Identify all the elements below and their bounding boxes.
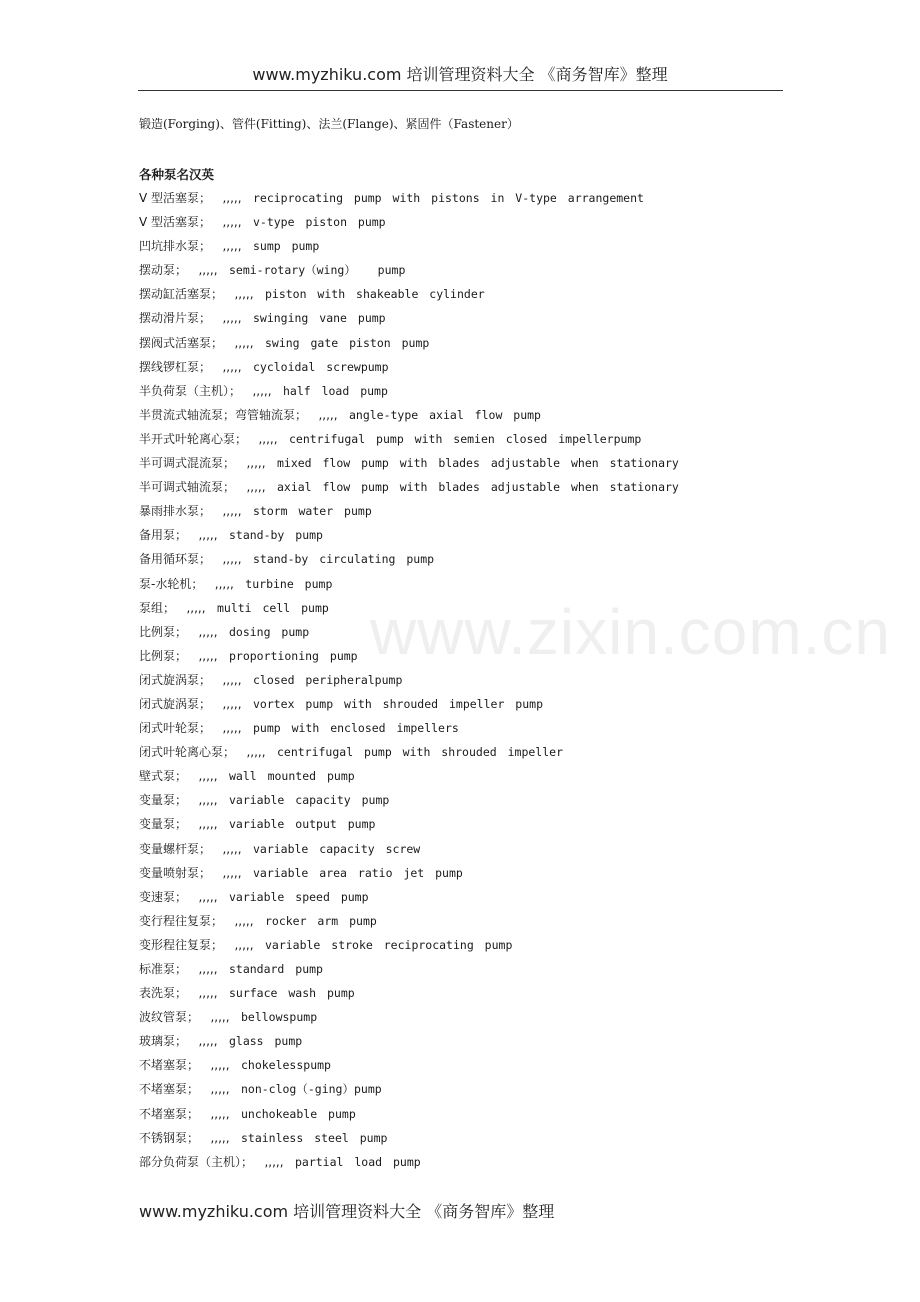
term-english: glass pump xyxy=(228,1034,303,1049)
term-entry xyxy=(139,716,839,740)
term-english: multi cell pump xyxy=(216,600,329,615)
term-english: pump with enclosed impellers xyxy=(252,721,459,736)
term-chinese: 半可调式轴流泵； ,,,,, xyxy=(139,480,277,495)
term-chinese: 备用泵； ,,,,, xyxy=(139,528,229,543)
term-entry xyxy=(139,692,839,716)
term-entry xyxy=(139,523,839,547)
term-entry xyxy=(139,186,839,210)
term-entry xyxy=(139,740,839,764)
term-entry xyxy=(139,403,839,427)
term-chinese: 半贯流式轴流泵；弯管轴流泵； ,,,,, xyxy=(139,407,349,422)
term-english: piston with shakeable cylinder xyxy=(264,287,485,302)
term-entry xyxy=(139,668,839,692)
term-chinese: V 型活塞泵； ,,,,, xyxy=(139,215,253,230)
term-english: wall mounted pump xyxy=(228,769,355,784)
term-chinese: 壁式泵； ,,,,, xyxy=(139,769,229,784)
term-chinese: 备用循环泵； ,,,,, xyxy=(139,552,253,567)
term-entry xyxy=(139,861,839,885)
term-chinese: 不锈钢泵； ,,,,, xyxy=(139,1130,241,1145)
term-english: variable stroke reciprocating pump xyxy=(264,937,513,952)
term-english: semi-rotary（wing） pump xyxy=(228,263,406,278)
term-english: bellowspump xyxy=(240,1010,318,1025)
intro-line: 锻造(Forging)、管件(Fitting)、法兰(Flange)、紧固件（Fastener） xyxy=(139,117,519,131)
term-chinese: 比例泵； ,,,,, xyxy=(139,624,229,639)
term-entry xyxy=(139,306,839,330)
term-entry xyxy=(139,331,839,355)
term-english: centrifugal pump with shrouded impeller xyxy=(276,745,563,760)
term-entry xyxy=(139,933,839,957)
term-entry xyxy=(139,1102,839,1126)
term-english: variable speed pump xyxy=(228,889,369,904)
term-chinese: 表洗泵； ,,,,, xyxy=(139,986,229,1001)
term-english: variable capacity pump xyxy=(228,793,390,808)
term-chinese: 摆线锣杠泵； ,,,,, xyxy=(139,359,253,374)
term-entry xyxy=(139,451,839,475)
term-entry xyxy=(139,547,839,571)
term-english: storm water pump xyxy=(252,504,372,519)
term-entry xyxy=(139,379,839,403)
term-chinese: 玻璃泵； ,,,,, xyxy=(139,1034,229,1049)
term-entry xyxy=(139,475,839,499)
term-entry xyxy=(139,282,839,306)
term-chinese: 摆动缸活塞泵； ,,,,, xyxy=(139,287,265,302)
term-entry xyxy=(139,427,839,451)
term-chinese: 变量喷射泵； ,,,,, xyxy=(139,865,253,880)
term-english: reciprocating pump with pistons in V-type arrangement xyxy=(252,191,644,205)
term-english: standard pump xyxy=(228,962,323,976)
term-english: sump pump xyxy=(252,239,320,254)
term-chinese: 闭式叶轮泵； ,,,,, xyxy=(139,721,253,736)
term-entry xyxy=(139,1005,839,1029)
term-chinese: 半可调式混流泵； ,,,,, xyxy=(139,456,277,471)
section-title: 各种泵名汉英 xyxy=(139,167,215,182)
term-entry xyxy=(139,812,839,836)
term-chinese: 波纹管泵； ,,,,, xyxy=(139,1010,241,1025)
term-english: cycloidal screwpump xyxy=(252,359,389,374)
term-english: closed peripheralpump xyxy=(252,672,403,687)
term-chinese: 变行程往复泵； ,,,,, xyxy=(139,913,265,928)
term-english: variable capacity screw xyxy=(252,841,421,856)
term-chinese: 摆阀式活塞泵； ,,,,, xyxy=(139,335,265,350)
term-english: surface wash pump xyxy=(228,986,355,1001)
term-english: swing gate piston pump xyxy=(264,335,430,350)
term-english: vortex pump with shrouded impeller pump xyxy=(252,696,543,711)
term-entry xyxy=(139,1126,839,1150)
term-entry xyxy=(139,1029,839,1053)
term-chinese: 变量泵； ,,,,, xyxy=(139,793,229,808)
term-chinese: 变速泵； ,,,,, xyxy=(139,889,229,904)
term-entry xyxy=(139,837,839,861)
term-english: turbine pump xyxy=(245,576,333,591)
term-entry xyxy=(139,957,839,981)
term-english: angle-type axial flow pump xyxy=(348,407,541,422)
term-english: unchokeable pump xyxy=(240,1106,356,1121)
term-entry xyxy=(139,909,839,933)
term-entry xyxy=(139,1150,839,1174)
term-chinese: 闭式叶轮离心泵； ,,,,, xyxy=(139,745,277,760)
term-chinese: 变量泵； ,,,,, xyxy=(139,817,229,832)
term-english: stand-by pump xyxy=(228,528,323,543)
term-chinese: 不堵塞泵； ,,,,, xyxy=(139,1106,241,1121)
header-divider xyxy=(138,90,783,91)
term-english: swinging vane pump xyxy=(252,311,386,326)
term-entry xyxy=(139,644,839,668)
term-english: dosing pump xyxy=(228,624,310,639)
term-entry xyxy=(139,620,839,644)
page-footer: www.myzhiku.com 培训管理资料大全 《商务智库》整理 xyxy=(139,1202,555,1221)
term-english: rocker arm pump xyxy=(264,913,377,928)
term-english: variable output pump xyxy=(228,817,376,832)
term-english: stand-by circulating pump xyxy=(252,552,435,567)
term-chinese: 标准泵； ,,,,, xyxy=(139,962,229,976)
term-chinese: V 型活塞泵； ,,,,, xyxy=(139,191,253,205)
term-entry xyxy=(139,572,839,596)
term-chinese: 变形程往复泵； ,,,,, xyxy=(139,937,265,952)
term-english: proportioning pump xyxy=(228,648,358,663)
term-chinese: 不堵塞泵； ,,,,, xyxy=(139,1058,241,1073)
term-chinese: 不堵塞泵； ,,,,, xyxy=(139,1082,241,1097)
term-entry xyxy=(139,788,839,812)
term-chinese: 摆动滑片泵； ,,,,, xyxy=(139,311,253,326)
watermark: www.zixin.com.cn xyxy=(370,596,891,668)
term-chinese: 比例泵； ,,,,, xyxy=(139,648,229,663)
term-chinese: 闭式旋涡泵； ,,,,, xyxy=(139,696,253,711)
term-english: centrifugal pump with semien closed impellerpump xyxy=(288,431,642,446)
term-english: non-clog（-ging）pump xyxy=(240,1082,382,1097)
term-entry xyxy=(139,1053,839,1077)
term-chinese: 半负荷泵（主机）； ,,,,, xyxy=(139,383,283,398)
term-english: chokelesspump xyxy=(240,1058,331,1073)
page-header: www.myzhiku.com 培训管理资料大全 《商务智库》整理 xyxy=(252,65,668,84)
term-chinese: 半开式叶轮离心泵； ,,,,, xyxy=(139,431,289,446)
term-entry xyxy=(139,1077,839,1101)
term-chinese: 泵组； ,,,,, xyxy=(139,600,217,615)
term-entry xyxy=(139,885,839,909)
term-entry xyxy=(139,355,839,379)
term-entry xyxy=(139,596,839,620)
term-english: variable area ratio jet pump xyxy=(252,865,463,880)
term-english: stainless steel pump xyxy=(240,1130,388,1145)
term-english: partial load pump xyxy=(294,1154,421,1169)
term-chinese: 变量螺杆泵； ,,,,, xyxy=(139,841,253,856)
term-chinese: 部分负荷泵（主机）； ,,,,, xyxy=(139,1154,295,1169)
term-entry xyxy=(139,981,839,1005)
term-chinese: 暴雨排水泵； ,,,,, xyxy=(139,504,253,519)
pump-term-list xyxy=(139,186,839,1174)
term-english: v-type piston pump xyxy=(252,215,386,230)
term-chinese: 凹坑排水泵； ,,,,, xyxy=(139,239,253,254)
term-entry xyxy=(139,258,839,282)
term-english: mixed flow pump with blades adjustable when stationary xyxy=(276,456,679,471)
term-entry xyxy=(139,764,839,788)
term-entry xyxy=(139,210,839,234)
term-chinese: 闭式旋涡泵； ,,,,, xyxy=(139,672,253,687)
document-body xyxy=(139,115,839,1174)
term-english: half load pump xyxy=(282,383,388,398)
term-english: axial flow pump with blades adjustable when stationary xyxy=(276,480,679,495)
term-entry xyxy=(139,499,839,523)
term-chinese: 泵-水轮机； ,,,,, xyxy=(139,576,246,591)
term-chinese: 摆动泵； ,,,,, xyxy=(139,263,229,278)
term-entry xyxy=(139,234,839,258)
